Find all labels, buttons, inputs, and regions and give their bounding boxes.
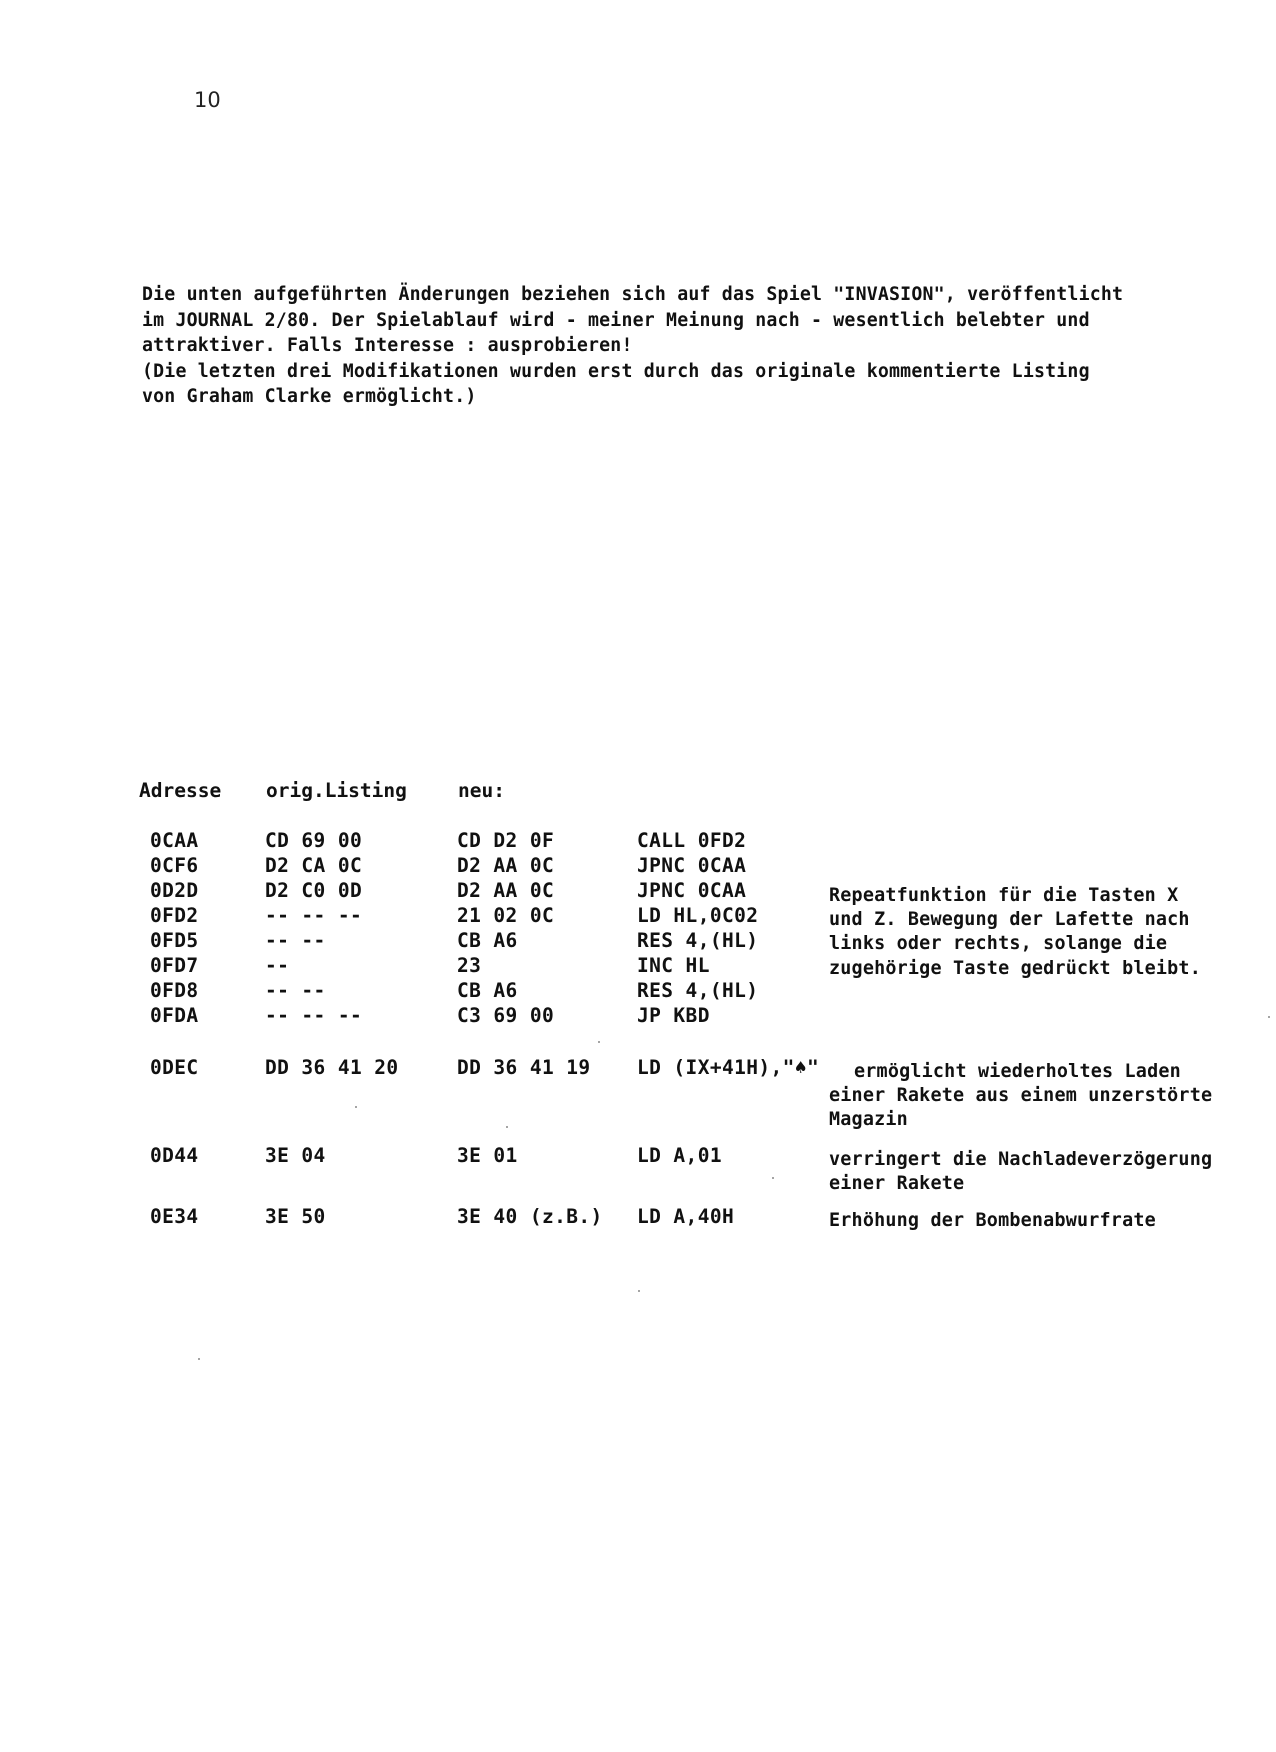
note-line: Erhöhung der Bombenabwurfrate: [829, 1210, 1156, 1231]
address-cell: 0D44: [150, 1144, 199, 1167]
original-cell: --: [265, 954, 290, 977]
intro-line: attraktiver. Falls Interesse : ausprobieren!: [142, 335, 633, 356]
note-line: ermöglicht wiederholtes Laden: [854, 1061, 1181, 1082]
note-repeat-function: [829, 884, 1201, 981]
note-line: zugehörige Taste gedrückt bleibt.: [829, 957, 1201, 979]
address-cell: 0E34: [150, 1205, 199, 1228]
original-cell: D2 C0 0D: [265, 879, 363, 902]
header-original: orig.Listing: [266, 779, 407, 802]
mnemonic-cell: LD (IX+41H),"♠": [637, 1056, 820, 1079]
address-cell: 0CF6: [150, 854, 199, 877]
address-cell: 0FD8: [150, 979, 199, 1002]
note-line: links oder rechts, solange die: [829, 933, 1168, 955]
scan-speck: [638, 1290, 640, 1292]
original-cell: -- -- --: [265, 1004, 363, 1027]
intro-line: Die unten aufgeführten Änderungen beziehen sich auf das Spiel "INVASION", veröffentlicht: [142, 284, 1124, 305]
mnemonic-cell: LD HL,0C02: [637, 904, 759, 927]
new-cell: C3 69 00: [457, 1004, 555, 1027]
mnemonic-cell: JPNC 0CAA: [637, 854, 747, 877]
original-cell: 3E 04: [265, 1144, 326, 1167]
new-cell: DD 36 41 19: [457, 1056, 591, 1079]
note-line: verringert die Nachladeverzögerung: [829, 1149, 1213, 1170]
intro-line: (Die letzten drei Modifikationen wurden erst durch das originale kommentierte Listing: [142, 360, 1090, 382]
intro-paragraph: [142, 282, 1267, 410]
scan-speck: [506, 1126, 508, 1128]
mnemonic-cell: JPNC 0CAA: [637, 879, 747, 902]
note-line: einer Rakete: [829, 1173, 965, 1195]
scan-speck: [598, 1041, 600, 1043]
scan-speck: [1268, 1016, 1270, 1018]
original-cell: D2 CA 0C: [265, 854, 363, 877]
address-cell: 0D2D: [150, 879, 199, 902]
new-cell: CB A6: [457, 929, 518, 952]
new-cell: 3E 40 (z.B.): [457, 1205, 603, 1228]
original-cell: -- --: [265, 979, 326, 1002]
new-cell: 21 02 0C: [457, 904, 555, 927]
new-cell: 23: [457, 954, 482, 977]
new-cell: 3E 01: [457, 1144, 518, 1167]
header-new: neu:: [458, 779, 505, 802]
note-reload: [829, 1060, 1269, 1133]
mnemonic-cell: JP KBD: [637, 1004, 710, 1027]
mnemonic-cell: INC HL: [637, 954, 710, 977]
note-bomb-rate: [829, 1209, 1156, 1233]
new-cell: CD D2 0F: [457, 829, 555, 852]
scan-speck: [198, 1358, 200, 1360]
address-cell: 0FD5: [150, 929, 199, 952]
header-address: Adresse: [139, 779, 222, 802]
mnemonic-cell: CALL 0FD2: [637, 829, 747, 852]
new-cell: CB A6: [457, 979, 518, 1002]
address-cell: 0DEC: [150, 1056, 199, 1079]
original-cell: 3E 50: [265, 1205, 326, 1228]
intro-line: von Graham Clarke ermöglicht.): [142, 386, 477, 407]
original-cell: CD 69 00: [265, 829, 363, 852]
mnemonic-cell: LD A,01: [637, 1144, 722, 1167]
address-cell: 0CAA: [150, 829, 199, 852]
address-cell: 0FDA: [150, 1004, 199, 1027]
scan-speck: [355, 1106, 357, 1108]
note-line: Magazin: [829, 1109, 908, 1131]
mnemonic-cell: LD A,40H: [637, 1205, 735, 1228]
page-number: 10: [194, 88, 221, 112]
new-cell: D2 AA 0C: [457, 879, 555, 902]
note-line: einer Rakete aus einem unzerstörte: [829, 1085, 1213, 1107]
address-cell: 0FD2: [150, 904, 199, 927]
note-reload-delay: [829, 1148, 1269, 1196]
mnemonic-cell: RES 4,(HL): [637, 979, 759, 1002]
scan-speck: [772, 1177, 774, 1179]
address-cell: 0FD7: [150, 954, 199, 977]
note-line: Repeatfunktion für die Tasten X: [829, 885, 1179, 906]
new-cell: D2 AA 0C: [457, 854, 555, 877]
mnemonic-cell: RES 4,(HL): [637, 929, 759, 952]
note-line: und Z. Bewegung der Lafette nach: [829, 909, 1190, 931]
intro-line: im JOURNAL 2/80. Der Spielablauf wird - meiner Meinung nach - wesentlich belebter und: [142, 309, 1090, 331]
original-cell: DD 36 41 20: [265, 1056, 399, 1079]
original-cell: -- -- --: [265, 904, 363, 927]
original-cell: -- --: [265, 929, 326, 952]
